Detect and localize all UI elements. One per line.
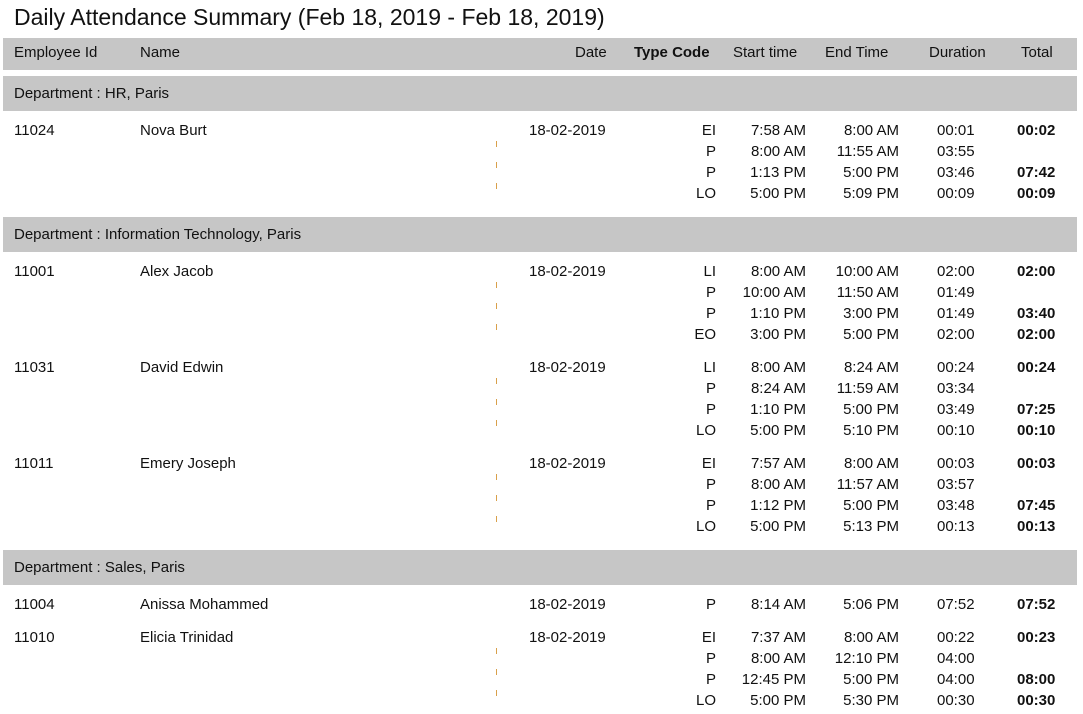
duration: 01:49 [937,305,975,322]
duration: 03:49 [937,401,975,418]
row-marker [496,324,497,330]
row-marker [496,420,497,426]
start-time: 5:00 PM [750,185,806,202]
column-header-row [3,38,1077,70]
col-employee-id: Employee Id [14,44,98,61]
duration: 00:03 [937,455,975,472]
col-total: Total [1021,44,1053,61]
start-time: 1:13 PM [750,164,806,181]
duration: 00:13 [937,518,975,535]
employee-id: 11024 [14,122,55,139]
employee-name: Emery Joseph [140,455,236,472]
duration: 00:09 [937,185,975,202]
col-date: Date [575,44,607,61]
report-title: Daily Attendance Summary (Feb 18, 2019 - Feb 18, 2019) [14,4,605,30]
employee-name: Alex Jacob [140,263,214,280]
type-code: P [705,497,716,514]
type-code: LO [695,518,716,535]
row-total: 00:30 [1017,692,1056,709]
start-time: 7:58 AM [750,122,806,139]
row-total: 07:52 [1017,596,1056,613]
end-time: 5:00 PM [843,497,899,514]
start-time: 10:00 AM [742,284,806,301]
attendance-date: 18-02-2019 [529,263,606,280]
end-time: 3:00 PM [843,305,899,322]
duration: 03:48 [937,497,975,514]
col-name: Name [140,44,181,61]
end-time: 11:57 AM [836,476,899,493]
row-marker [496,690,497,696]
duration: 07:52 [937,596,975,613]
start-time: 7:57 AM [750,455,806,472]
employee-id: 11010 [14,629,55,646]
row-marker [496,669,497,675]
duration: 00:01 [937,122,975,139]
end-time: 8:24 AM [843,359,899,376]
employee-name: Anissa Mohammed [140,596,269,613]
end-time: 5:30 PM [843,692,899,709]
row-total: 00:13 [1017,518,1056,535]
duration: 04:00 [937,650,975,667]
type-code: EO [694,326,716,343]
type-code: LO [695,185,716,202]
end-time: 10:00 AM [835,263,899,280]
type-code: LO [695,422,716,439]
type-code: EI [701,629,716,646]
start-time: 8:14 AM [750,596,806,613]
row-total: 08:00 [1017,671,1056,688]
start-time: 5:00 PM [750,518,806,535]
duration: 00:30 [937,692,975,709]
end-time: 5:10 PM [843,422,899,439]
duration: 01:49 [937,284,975,301]
employee-id: 11011 [14,455,54,472]
end-time: 5:00 PM [843,401,899,418]
type-code: EI [701,122,716,139]
end-time: 5:00 PM [843,326,899,343]
row-total: 07:42 [1017,164,1056,181]
row-total: 00:23 [1017,629,1056,646]
type-code: P [705,284,716,301]
employee-name: Nova Burt [140,122,207,139]
start-time: 8:00 AM [750,650,806,667]
duration: 03:55 [937,143,975,160]
department-label: Department : Information Technology, Paris [14,226,302,243]
attendance-date: 18-02-2019 [529,596,606,613]
type-code: P [705,305,716,322]
end-time: 5:00 PM [843,671,899,688]
start-time: 5:00 PM [750,422,806,439]
department-label: Department : HR, Paris [14,85,170,102]
department-header [3,550,1077,585]
duration: 00:22 [937,629,975,646]
row-marker [496,399,497,405]
duration: 03:34 [937,380,975,397]
type-code: P [705,650,716,667]
duration: 03:57 [937,476,975,493]
employee-id: 11004 [14,596,55,613]
attendance-date: 18-02-2019 [529,455,606,472]
start-time: 8:00 AM [750,263,806,280]
row-marker [496,282,497,288]
department-header [3,217,1077,252]
start-time: 1:12 PM [750,497,806,514]
type-code: P [705,143,716,160]
row-marker [496,648,497,654]
row-marker [496,162,497,168]
type-code: P [705,671,716,688]
row-marker [496,378,497,384]
row-marker [496,516,497,522]
col-type-code: Type Code [634,44,710,61]
end-time: 5:06 PM [843,596,899,613]
end-time: 8:00 AM [843,629,899,646]
type-code: LO [695,692,716,709]
type-code: P [705,380,716,397]
col-duration: Duration [929,44,986,61]
employee-id: 11001 [14,263,55,280]
end-time: 12:10 PM [834,650,899,667]
row-total: 00:10 [1017,422,1056,439]
type-code: P [705,164,716,181]
end-time: 11:55 AM [836,143,899,160]
type-code: P [705,596,716,613]
employee-id: 11031 [14,359,55,376]
row-total: 07:25 [1017,401,1056,418]
department-label: Department : Sales, Paris [14,559,185,576]
start-time: 8:00 AM [750,359,806,376]
start-time: 1:10 PM [750,305,806,322]
row-marker [496,183,497,189]
start-time: 8:00 AM [750,476,806,493]
end-time: 8:00 AM [843,122,899,139]
row-marker [496,141,497,147]
start-time: 8:24 AM [750,380,806,397]
row-total: 00:02 [1017,122,1056,139]
row-total: 02:00 [1017,326,1056,343]
row-total: 00:24 [1017,359,1056,376]
end-time: 5:13 PM [843,518,899,535]
attendance-date: 18-02-2019 [529,359,606,376]
row-marker [496,303,497,309]
end-time: 11:50 AM [836,284,899,301]
type-code: P [705,476,716,493]
attendance-date: 18-02-2019 [529,629,606,646]
attendance-date: 18-02-2019 [529,122,606,139]
type-code: EI [701,455,716,472]
type-code: LI [703,359,716,376]
col-start-time: Start time [733,44,798,61]
end-time: 5:09 PM [843,185,899,202]
row-total: 02:00 [1017,263,1056,280]
start-time: 8:00 AM [750,143,806,160]
col-end-time: End Time [825,44,889,61]
duration: 03:46 [937,164,975,181]
duration: 02:00 [937,326,975,343]
row-marker [496,474,497,480]
employee-name: David Edwin [140,359,224,376]
row-total: 07:45 [1017,497,1056,514]
start-time: 12:45 PM [741,671,806,688]
end-time: 8:00 AM [843,455,899,472]
duration: 02:00 [937,263,975,280]
start-time: 5:00 PM [750,692,806,709]
row-total: 03:40 [1017,305,1056,322]
end-time: 5:00 PM [843,164,899,181]
start-time: 3:00 PM [750,326,806,343]
type-code: LI [703,263,716,280]
row-total: 00:03 [1017,455,1056,472]
duration: 00:24 [937,359,975,376]
start-time: 1:10 PM [750,401,806,418]
duration: 00:10 [937,422,975,439]
duration: 04:00 [937,671,975,688]
start-time: 7:37 AM [750,629,806,646]
row-marker [496,495,497,501]
end-time: 11:59 AM [836,380,899,397]
type-code: P [705,401,716,418]
employee-name: Elicia Trinidad [140,629,234,646]
row-total: 00:09 [1017,185,1056,202]
department-header [3,76,1077,111]
